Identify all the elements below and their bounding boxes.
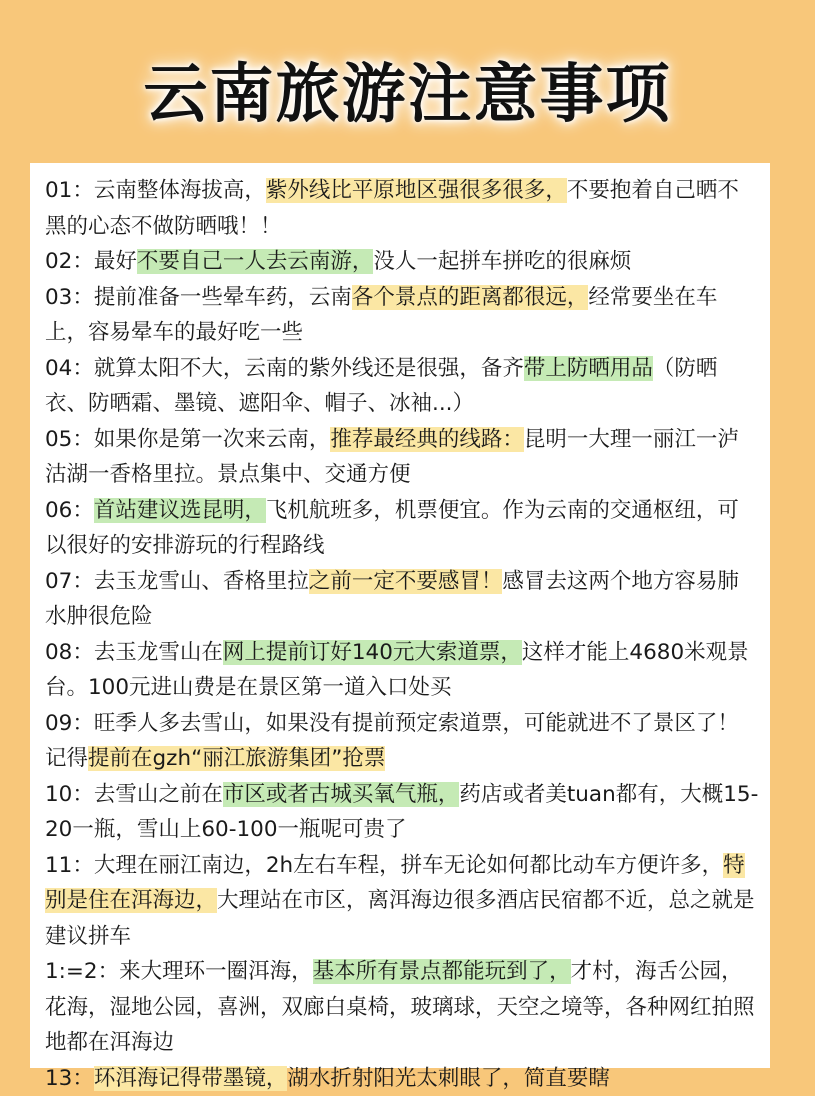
highlight-yellow: 之前一定不要感冒！	[309, 569, 503, 594]
highlight-green: 网上提前订好140元大索道票，	[223, 640, 522, 665]
tip-text: 06：	[45, 498, 94, 523]
tip-item	[45, 422, 760, 493]
content-card	[30, 163, 770, 1068]
tip-text: 04：就算太阳不大，云南的紫外线还是很强，备齐	[45, 356, 524, 381]
highlight-green: 带上防晒用品	[524, 356, 653, 381]
tip-item	[45, 954, 760, 1061]
tips-list	[45, 173, 760, 1096]
tip-text: 才村，海舌公园，花海，湿地公园，喜洲，双廊白桌椅，玻璃球，天空之境等，各种网红拍照地都在洱海边	[45, 959, 755, 1055]
tip-text: 05：如果你是第一次来云南，	[45, 427, 330, 452]
page-title: 云南旅游注意事项	[0, 55, 815, 135]
tip-text: 没人一起拼车拼吃的很麻烦	[373, 249, 631, 274]
tip-text: 07：去玉龙雪山、香格里拉	[45, 569, 309, 594]
tip-item	[45, 635, 760, 706]
highlight-green: 市区或者古城买氧气瓶，	[223, 782, 460, 807]
highlight-yellow: 提前在gzh“丽江旅游集团”抢票	[88, 746, 385, 771]
tip-text: 03：提前准备一些晕车药，云南	[45, 285, 352, 310]
tip-item	[45, 280, 760, 351]
tip-item	[45, 564, 760, 635]
highlight-green: 不要自己一人去云南游，	[137, 249, 374, 274]
tip-text: 09：旺季人多去雪山，如果没有提前预定索道票，可能就进不了景区了！记得	[45, 711, 739, 772]
tip-text: 湖水折射阳光太刺眼了，简直要瞎	[287, 1066, 610, 1091]
tip-item	[45, 777, 760, 848]
tip-item	[45, 173, 760, 244]
tip-text: 昆明一大理一丽江一泸沽湖一香格里拉。景点集中、交通方便	[45, 427, 739, 488]
tip-text: 11：大理在丽江南边，2h左右车程，拼车无论如何都比动车方便许多，	[45, 853, 723, 878]
tip-text: 不要抱着自己晒不黑的心态不做防晒哦！！	[45, 178, 739, 239]
tip-item	[45, 493, 760, 564]
tip-item	[45, 351, 760, 422]
highlight-yellow: 紫外线比平原地区强很多很多，	[266, 178, 567, 203]
tip-text: 飞机航班多，机票便宜。作为云南的交通枢纽，可以很好的安排游玩的行程路线	[45, 498, 739, 559]
tip-text: 02：最好	[45, 249, 137, 274]
tip-text: 这样才能上4680米观景台。100元进山费是在景区第一道入口处买	[45, 640, 749, 701]
tip-item	[45, 244, 760, 280]
tip-text: 08：去玉龙雪山在	[45, 640, 223, 665]
tip-text: 13：	[45, 1066, 94, 1091]
highlight-yellow: 推荐最经典的线路：	[330, 427, 524, 452]
tip-item	[45, 706, 760, 777]
highlight-yellow: 各个景点的距离都很远，	[352, 285, 589, 310]
tip-item	[45, 848, 760, 955]
tip-text: 经常要坐在车上，容易晕车的最好吃一些	[45, 285, 717, 346]
highlight-yellow: 环洱海记得带墨镜，	[94, 1066, 288, 1091]
highlight-green: 基本所有景点都能玩到了，	[313, 959, 571, 984]
tip-text: 1:=2：来大理环一圈洱海，	[45, 959, 313, 984]
highlight-green: 首站建议选昆明，	[94, 498, 266, 523]
tip-text: 10：去雪山之前在	[45, 782, 223, 807]
tip-text: 01：云南整体海拔高，	[45, 178, 266, 203]
tip-text: 药店或者美tuan都有，大概15-20一瓶，雪山上60-100一瓶呢可贵了	[45, 782, 758, 843]
tip-text: （防晒衣、防晒霜、墨镜、遮阳伞、帽子、冰袖...）	[45, 356, 717, 417]
tip-item	[45, 1061, 760, 1096]
tip-text: 感冒去这两个地方容易肺水肿很危险	[45, 569, 739, 630]
tip-text: 大理站在市区，离洱海边很多酒店民宿都不近，总之就是建议拼车	[45, 888, 755, 949]
highlight-yellow: 特别是住在洱海边，	[45, 853, 745, 914]
